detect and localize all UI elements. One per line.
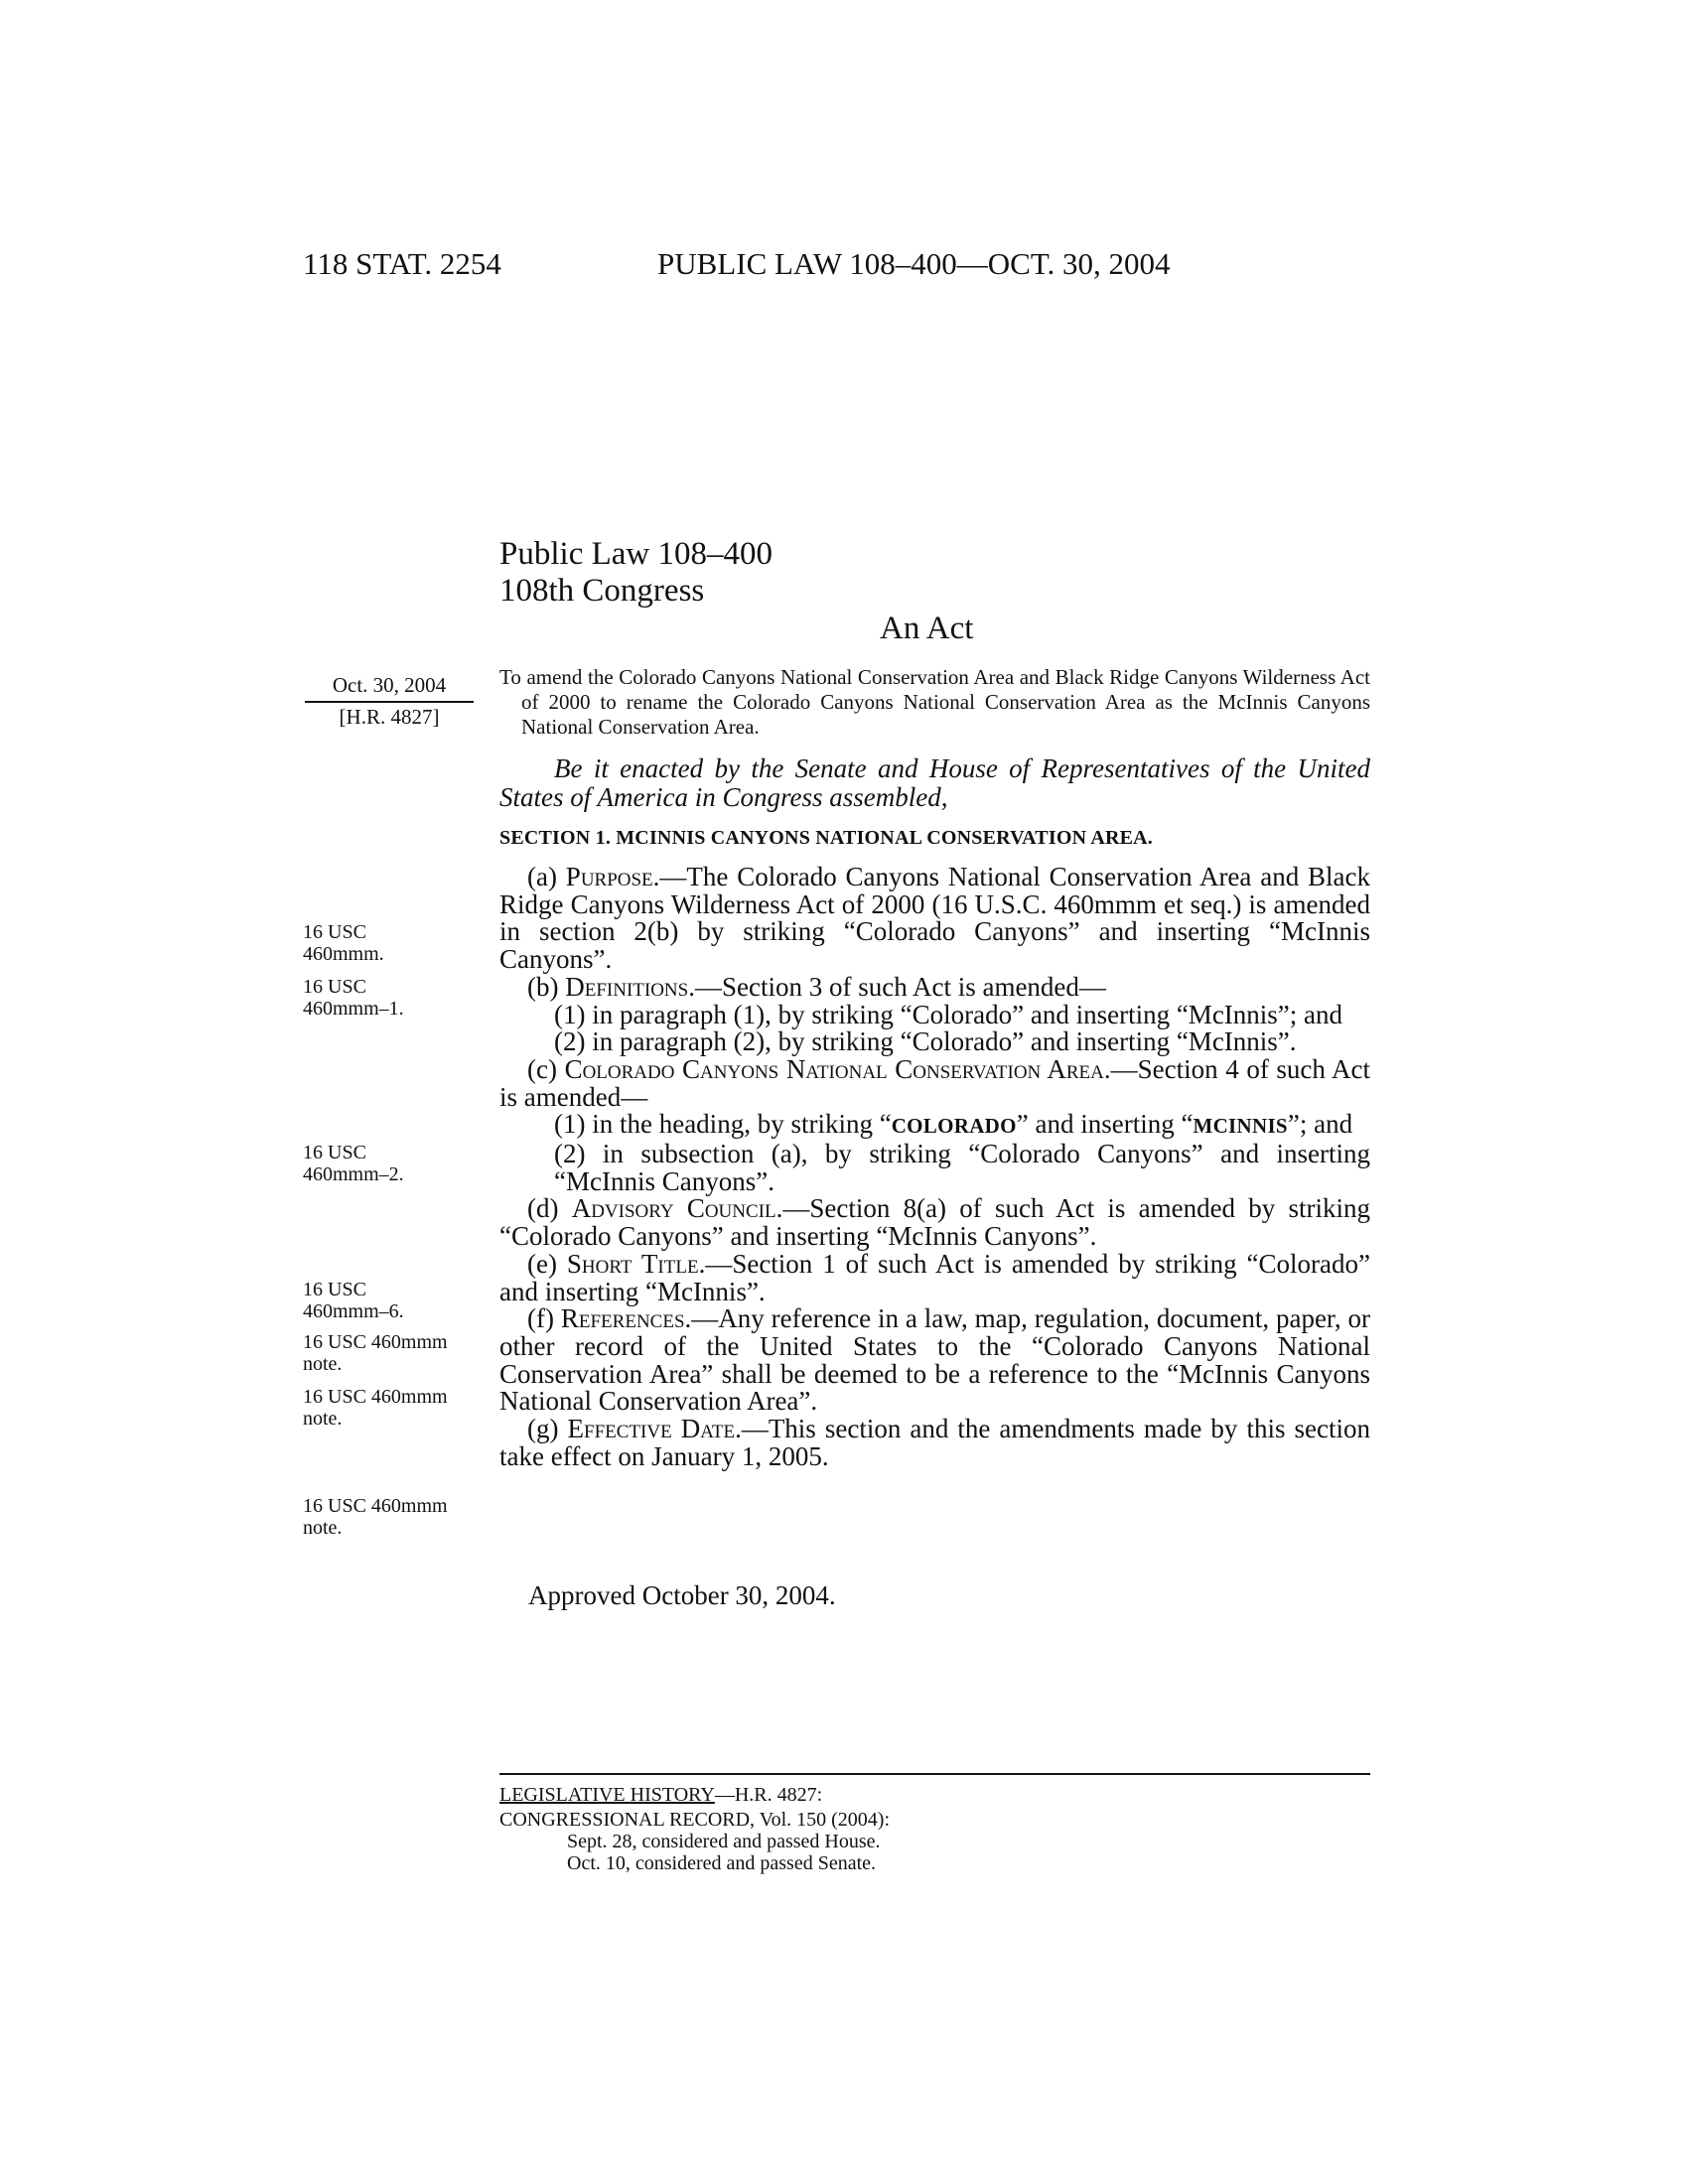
- legislative-history-bill: —H.R. 4827:: [714, 1784, 823, 1806]
- heading-word-inserted: MCINNIS: [1193, 1114, 1288, 1139]
- subsection-d: [499, 1195, 1370, 1250]
- citation-line: 16 USC 460mmm: [303, 1386, 448, 1408]
- paragraph-c2: (2) in subsection (a), by striking “Colorado Canyons” and inserting “McInnis Canyons”.: [554, 1139, 1370, 1196]
- subsection-heading: Short Title: [566, 1248, 699, 1279]
- subsection-text: .—The Colorado Canyons National Conservation Area and Black Ridge Canyons Wilderness Act of 2000 (16 U.S.C. 460mmm et seq.) is amended in section 2(b) by striking “Colorado Canyons” and inserting “McInnis Canyons”.: [499, 862, 1371, 975]
- legislative-history: [499, 1784, 890, 1874]
- subsection-label: (a): [527, 862, 566, 891]
- citation-line: 16 USC 460mmm: [303, 1331, 448, 1353]
- subsection-g: [499, 1416, 1370, 1470]
- citation-line: 16 USC: [303, 921, 366, 943]
- section-body: [499, 864, 1370, 1470]
- subsection-text: .—Section 4 of such Act is amended—: [499, 1053, 1370, 1112]
- citation-line: 16 USC 460mmm: [303, 1495, 448, 1517]
- bill-number: [H.R. 4827]: [339, 705, 440, 729]
- subsection-a: [499, 864, 1370, 974]
- margin-date-block: [305, 673, 474, 730]
- paragraph-text: (1) in the heading, by striking “: [554, 1109, 892, 1140]
- history-entry: Oct. 10, considered and passed Senate.: [567, 1852, 877, 1874]
- subsection-label: (e): [527, 1248, 567, 1279]
- running-title: PUBLIC LAW 108–400—OCT. 30, 2004: [657, 246, 1171, 281]
- margin-citation: [303, 1386, 487, 1430]
- enacting-clause: Be it enacted by the Senate and House of Representatives of the United States of America in Congress assembled,: [499, 753, 1370, 812]
- legislative-history-heading: [499, 1784, 890, 1806]
- subsection-e: [499, 1248, 1370, 1306]
- subsection-label: (b): [527, 971, 566, 1002]
- citation-line: 460mmm.: [303, 943, 384, 965]
- margin-citation: [303, 921, 487, 965]
- subsection-heading: References: [560, 1303, 685, 1334]
- margin-citation: [303, 1279, 487, 1322]
- margin-citation: [303, 1331, 487, 1375]
- subsection-c: [499, 1053, 1370, 1112]
- subsection-label: (g): [527, 1414, 568, 1444]
- subsection-text: .—Section 3 of such Act is amended—: [688, 971, 1106, 1002]
- enactment-date: Oct. 30, 2004: [305, 673, 474, 703]
- law-title-block: [499, 536, 773, 610]
- paragraph-text: ” and inserting “: [1016, 1109, 1194, 1140]
- footnote-rule: [499, 1773, 1370, 1775]
- margin-citation: [303, 1142, 487, 1185]
- citation-line: 460mmm–6.: [303, 1300, 404, 1322]
- citation-line: 460mmm–2.: [303, 1163, 404, 1185]
- citation-line: 460mmm–1.: [303, 998, 404, 1020]
- citation-line: 16 USC: [303, 976, 366, 998]
- citation-line: note.: [303, 1517, 343, 1539]
- paragraph-b1: (1) in paragraph (1), by striking “Colorado” and inserting “McInnis”; and: [554, 999, 1343, 1029]
- paragraph-text: ”; and: [1287, 1109, 1353, 1140]
- subsection-heading: Effective Date: [567, 1414, 736, 1444]
- history-entry: Sept. 28, considered and passed House.: [567, 1831, 881, 1852]
- subsection-heading: Definitions: [565, 971, 689, 1002]
- subsection-heading: Advisory Council: [571, 1193, 776, 1224]
- margin-citation: [303, 1495, 487, 1539]
- heading-word-struck: COLORADO: [891, 1114, 1017, 1139]
- act-heading: An Act: [880, 611, 974, 646]
- subsection-label: (d): [527, 1193, 572, 1224]
- citation-line: 16 USC: [303, 1142, 366, 1163]
- legislative-history-title: LEGISLATIVE HISTORY: [499, 1784, 715, 1806]
- public-law-number: Public Law 108–400: [499, 536, 773, 572]
- paragraph-c1: [499, 1111, 1370, 1141]
- margin-citation: [303, 976, 487, 1020]
- subsection-text: .—Section 8(a) of such Act is amended by striking “Colorado Canyons” and inserting “McInnis Canyons”.: [499, 1193, 1370, 1252]
- page-reference: 118 STAT. 2254: [303, 246, 501, 281]
- subsection-text: .—Section 1 of such Act is amended by striking “Colorado” and inserting “McInnis”.: [499, 1248, 1370, 1306]
- subsection-heading: Purpose: [565, 862, 653, 891]
- subsection-label: (c): [527, 1053, 565, 1084]
- subsection-label: (f): [527, 1303, 561, 1334]
- purpose-statement: To amend the Colorado Canyons National Conservation Area and Black Ridge Canyons Wilderness Act of 2000 to rename the Colorado Canyons National Conservation Area as the McInnis Canyons National Conservation Area.: [499, 665, 1370, 739]
- citation-line: 16 USC: [303, 1279, 366, 1300]
- paragraph-b2: (2) in paragraph (2), by striking “Colorado” and inserting “McInnis”.: [554, 1026, 1297, 1057]
- subsection-heading: Colorado Canyons National Conservation Area: [564, 1053, 1104, 1084]
- subsection-text: .—This section and the amendments made by this section take effect on January 1, 2005.: [499, 1414, 1370, 1471]
- section-heading: SECTION 1. MCINNIS CANYONS NATIONAL CONSERVATION AREA.: [499, 827, 1153, 849]
- citation-line: note.: [303, 1408, 343, 1430]
- approval-date: Approved October 30, 2004.: [528, 1580, 836, 1610]
- subsection-text: .—Any reference in a law, map, regulation, document, paper, or other record of the United States to the “Colorado Canyons National Conservation Area” shall be deemed to be a reference to the “McInnis Canyons National Conservation Area”.: [499, 1303, 1370, 1417]
- congress-number: 108th Congress: [499, 573, 705, 609]
- congressional-record: CONGRESSIONAL RECORD, Vol. 150 (2004):: [499, 1809, 890, 1831]
- citation-line: note.: [303, 1353, 343, 1375]
- subsection-f: [499, 1305, 1370, 1416]
- subsection-b: [499, 971, 1370, 1002]
